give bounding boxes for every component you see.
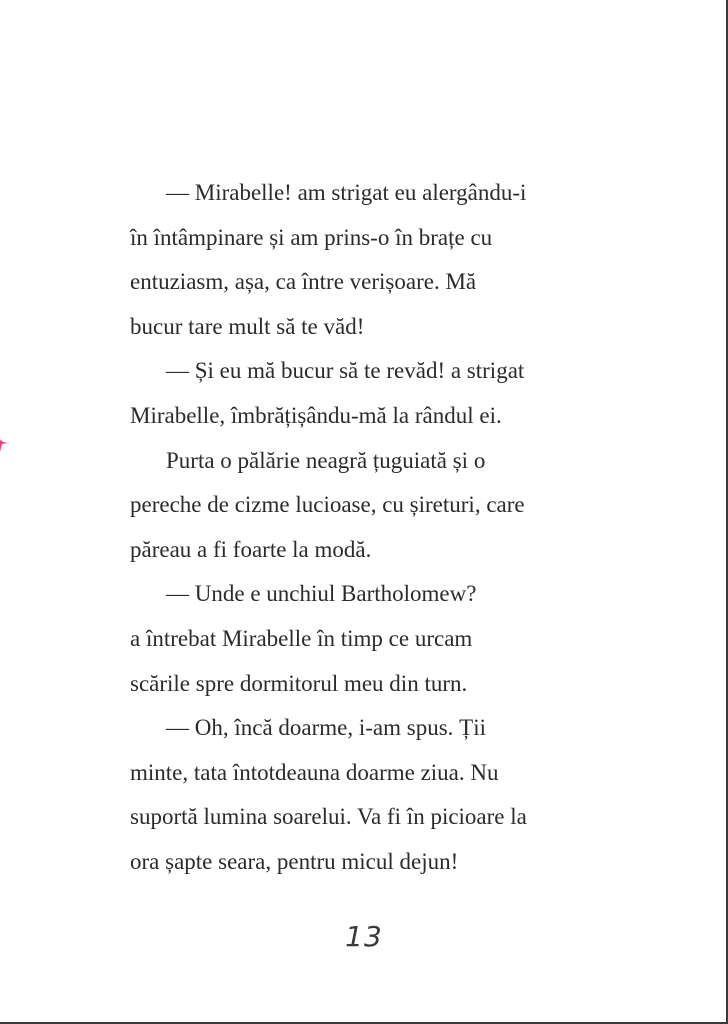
text-line: — Și eu mă bucur să te revăd! a strigat [166, 358, 525, 384]
text-line: bucur tare mult să te văd! [130, 313, 365, 339]
text-line: — Mirabelle! am strigat eu alergându-i [166, 180, 527, 205]
text-line: — Unde e unchiul Bartholomew? [166, 581, 477, 607]
text-line: în întâmpinare și am prins-o în brațe cu [130, 224, 493, 250]
text-line: scările spre dormitorul meu din turn. [130, 670, 468, 696]
text-line: Purta o pălărie neagră țuguiată și o [166, 447, 486, 473]
text-line: entuziasm, așa, ca între verișoare. Mă [130, 269, 477, 295]
body-text [130, 171, 610, 885]
text-line: — Oh, încă doarme, i-am spus. Ții [166, 715, 487, 741]
star-mark-icon [0, 434, 8, 452]
text-line: minte, tata întotdeauna doarme ziua. Nu [130, 759, 499, 785]
text-line: suportă lumina soarelui. Va fi în picioare la [130, 804, 527, 830]
text-line: a întrebat Mirabelle în timp ce urcam [130, 625, 473, 651]
text-line: ora șapte seara, pentru micul dejun! [130, 848, 459, 874]
text-line: pereche de cizme lucioase, cu șireturi, care [130, 492, 525, 518]
text-line: păreau a fi foarte la modă. [130, 536, 372, 562]
page-number: 13 [345, 920, 383, 953]
text-line: Mirabelle, îmbrățișându-mă la rândul ei. [130, 402, 502, 428]
